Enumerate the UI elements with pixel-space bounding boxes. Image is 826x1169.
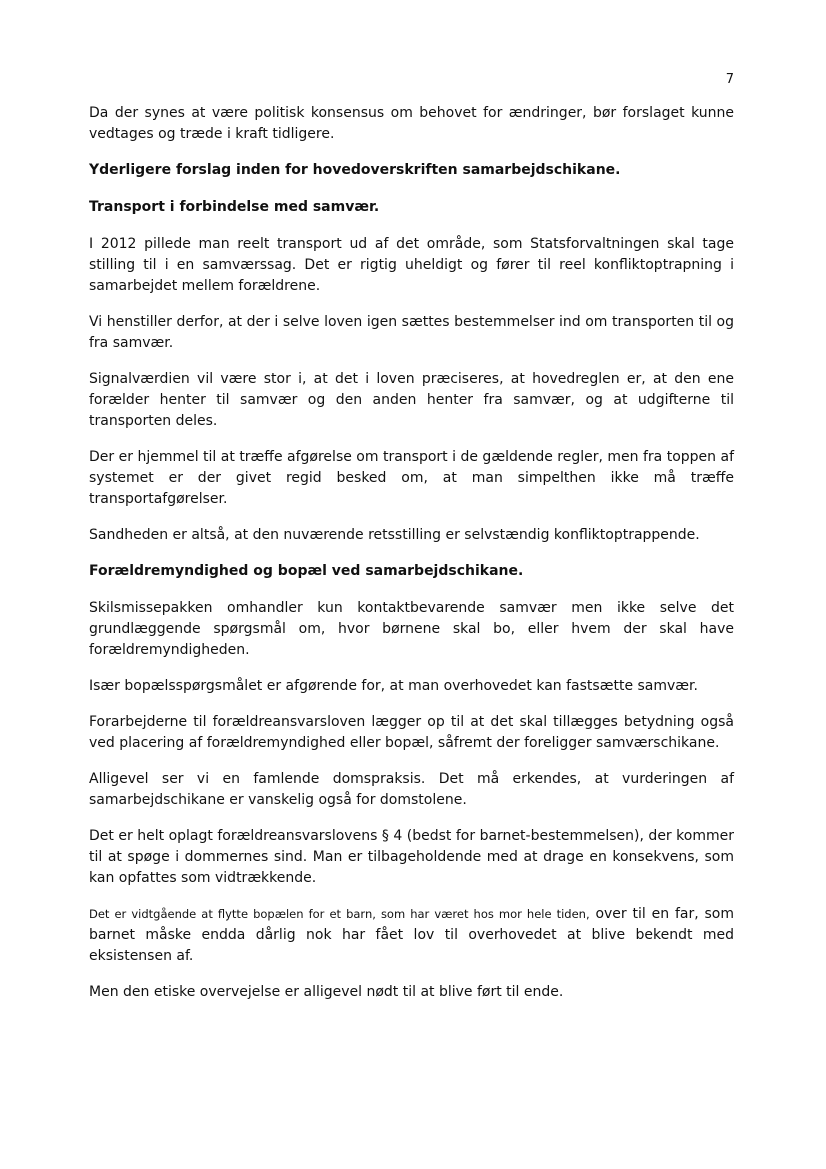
paragraph: Forarbejderne til forældreansvarsloven lægger op til at det skal tillægges betydning også ved placering af forældremyndighed eller bopæl, såfremt der foreligger samværschikane. [89,714,734,751]
paragraph: Vi henstiller derfor, at der i selve loven igen sættes bestemmelser ind om transporten til og fra samvær. [89,314,734,351]
paragraph [89,904,734,967]
paragraph: Men den etiske overvejelse er alligevel nødt til at blive ført til ende. [89,984,564,1000]
section-heading: Forældremyndighed og bopæl ved samarbejdschikane. [89,563,524,579]
section-heading: Transport i forbindelse med samvær. [89,199,380,215]
paragraph-text: over til en far, som barnet måske endda dårlig nok har fået lov til overhovedet at blive bekendt med eksistensen af. [89,906,734,964]
paragraph: Signalværdien vil være stor i, at det i loven præciseres, at hovedreglen er, at den ene forælder henter til samvær og den anden henter fra samvær, og at udgifterne til transporten deles. [89,371,734,429]
page-number: 7 [725,72,734,87]
paragraph: I 2012 pillede man reelt transport ud af det område, som Statsforvaltningen skal tage stilling til i en samværssag. Det er rigtig uheldigt og fører til reel konfliktoptrapning i samarbejdet mellem forældrene. [89,236,734,294]
paragraph: Der er hjemmel til at træffe afgørelse om transport i de gældende regler, men fra toppen af systemet er der givet regid besked om, at man simpelthen ikke må træffe transportafgørelser. [89,449,734,507]
paragraph: Alligevel ser vi en famlende domspraksis. Det må erkendes, at vurderingen af samarbejdschikane er vanskelig også for domstolene. [89,771,734,808]
paragraph: Da der synes at være politisk konsensus om behovet for ændringer, bør forslaget kunne vedtages og træde i kraft tidligere. [89,105,734,142]
paragraph-small-text: Det er vidtgående at flytte bopælen for et barn, som har været hos mor hele tiden, [89,907,590,921]
paragraph: Sandheden er altså, at den nuværende retsstilling er selvstændig konfliktoptrappende. [89,527,700,543]
paragraph: Især bopælsspørgsmålet er afgørende for, at man overhovedet kan fastsætte samvær. [89,678,698,694]
paragraph: Det er helt oplagt forældreansvarslovens § 4 (bedst for barnet-bestemmelsen), der kommer til at spøge i dommernes sind. Man er tilbageholdende med at drage en konsekvens, som kan opfattes som vidtrækkende. [89,828,734,886]
paragraph: Skilsmissepakken omhandler kun kontaktbevarende samvær men ikke selve det grundlæggende spørgsmål om, hvor børnene skal bo, eller hvem der skal have forældremyndigheden. [89,600,734,658]
document-body [89,103,734,1018]
section-heading: Yderligere forslag inden for hovedoverskriften samarbejdschikane. [89,162,621,178]
